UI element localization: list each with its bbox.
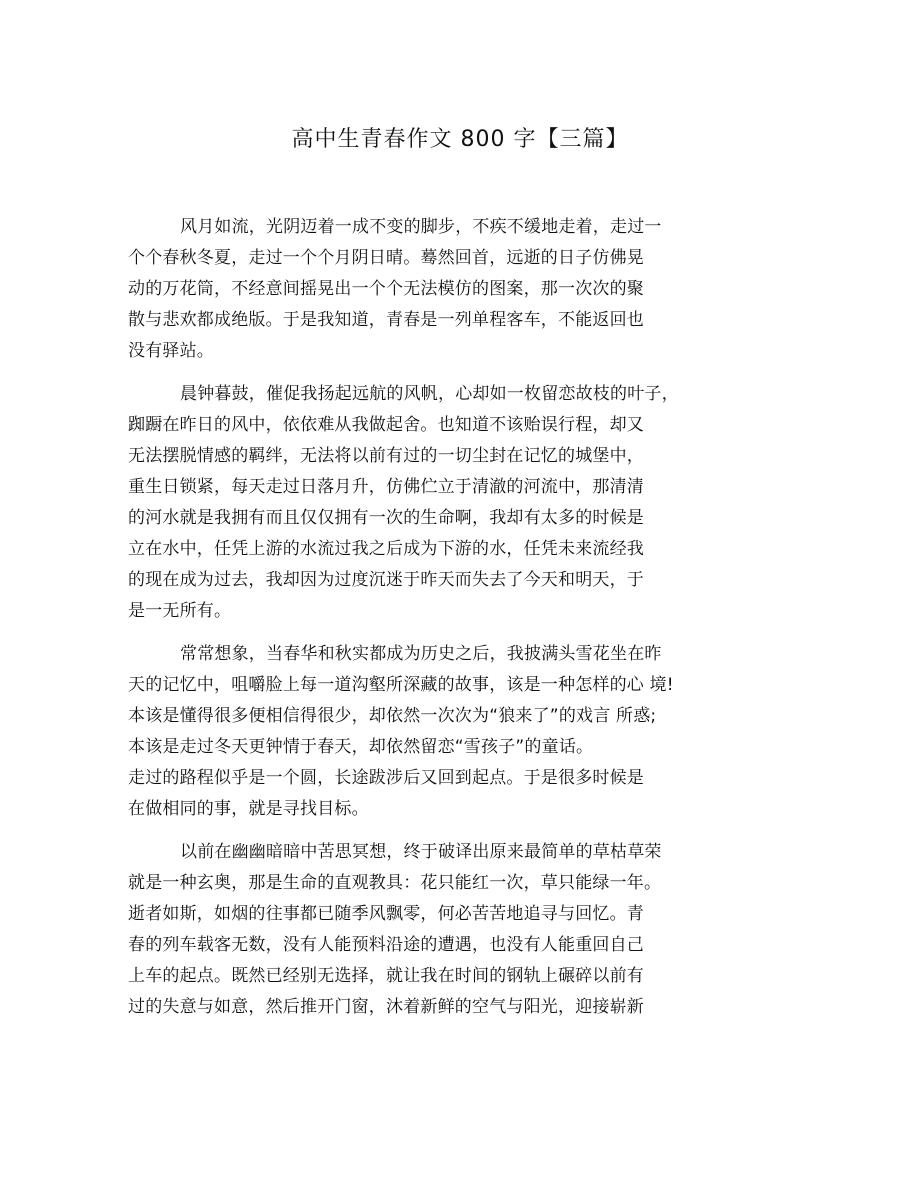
text-line: 过的失意与如意，然后推开门窗，沐着新鲜的空气与阳光，迎接崭新 (128, 997, 644, 1017)
text-line: 晨钟暮鼓，催促我扬起远航的风帆，心却如一枚留恋故枝的叶子， (180, 384, 679, 404)
paragraph-2 (128, 379, 728, 627)
text-line: 本该是懂得很多便相信得很少，却依然一次次为“狼来了”的戏言 所惑; (128, 706, 657, 726)
text-line: 以前在幽幽暗暗中苦思冥想，终于破译出原来最简单的草枯草荣 (180, 842, 662, 862)
text-line: 重生日锁紧，每天走过日落月升，仿佛伫立于清澈的河流中，那清清 (128, 477, 644, 497)
text-line: 没有驿站。 (128, 341, 214, 361)
text-line: 逝者如斯，如烟的往事都已随季风飘零，何必苦苦地追寻与回忆。青 (128, 904, 644, 924)
text-line: 踟蹰在昨日的风中，依依难从我做起舍。也知道不该贻误行程，却又 (128, 415, 644, 435)
text-line: 本该是走过冬天更钟情于春天，却依然留恋“雪孩子”的童话。 (128, 737, 594, 757)
text-line: 走过的路程似乎是一个圆，长途跋涉后又回到起点。于是很多时候是 (128, 768, 644, 788)
text-line: 在做相同的事，就是寻找目标。 (128, 799, 369, 819)
text-line: 就是一种玄奥，那是生命的直观教具：花只能红一次，草只能绿一年。 (128, 873, 662, 893)
text-line: 立在水中，任凭上游的水流过我之后成为下游的水，任凭未来流经我 (128, 539, 644, 559)
paragraph-1 (128, 212, 728, 367)
text-line: 常常想象，当春华和秋实都成为历史之后，我披满头雪花坐在昨 (180, 644, 662, 664)
text-line: 的现在成为过去，我却因为过度沉迷于昨天而失去了今天和明天，于 (128, 570, 644, 590)
essay-body (128, 212, 728, 1035)
text-line: 散与悲欢都成绝版。于是我知道，青春是一列单程客车，不能返回也 (128, 310, 644, 330)
text-line: 的河水就是我拥有而且仅仅拥有一次的生命啊，我却有太多的时候是 (128, 508, 644, 528)
text-line: 是一无所有。 (128, 601, 232, 621)
text-line: 风月如流，光阴迈着一成不变的脚步，不疾不缓地走着，走过一 (180, 217, 662, 237)
text-line: 上车的起点。既然已经别无选择，就让我在时间的钢轨上碾碎以前有 (128, 966, 644, 986)
page-title: 高中生青春作文 800 字【三篇】 (291, 127, 629, 152)
paragraph-3 (128, 639, 728, 825)
text-line: 个个春秋冬夏，走过一个个月阴日晴。蓦然回首，远逝的日子仿佛晃 (128, 248, 644, 268)
text-line: 无法摆脱情感的羁绊，无法将以前有过的一切尘封在记忆的城堡中， (128, 446, 644, 466)
text-line: 春的列车载客无数，没有人能预料沿途的遭遇，也没有人能重回自己 (128, 935, 644, 955)
text-line: 动的万花筒，不经意间摇晃出一个个无法模仿的图案，那一次次的聚 (128, 279, 644, 299)
paragraph-4 (128, 837, 728, 1023)
text-line: 天的记忆中，咀嚼脸上每一道沟壑所深藏的故事，该是一种怎样的心 境! (128, 675, 674, 695)
